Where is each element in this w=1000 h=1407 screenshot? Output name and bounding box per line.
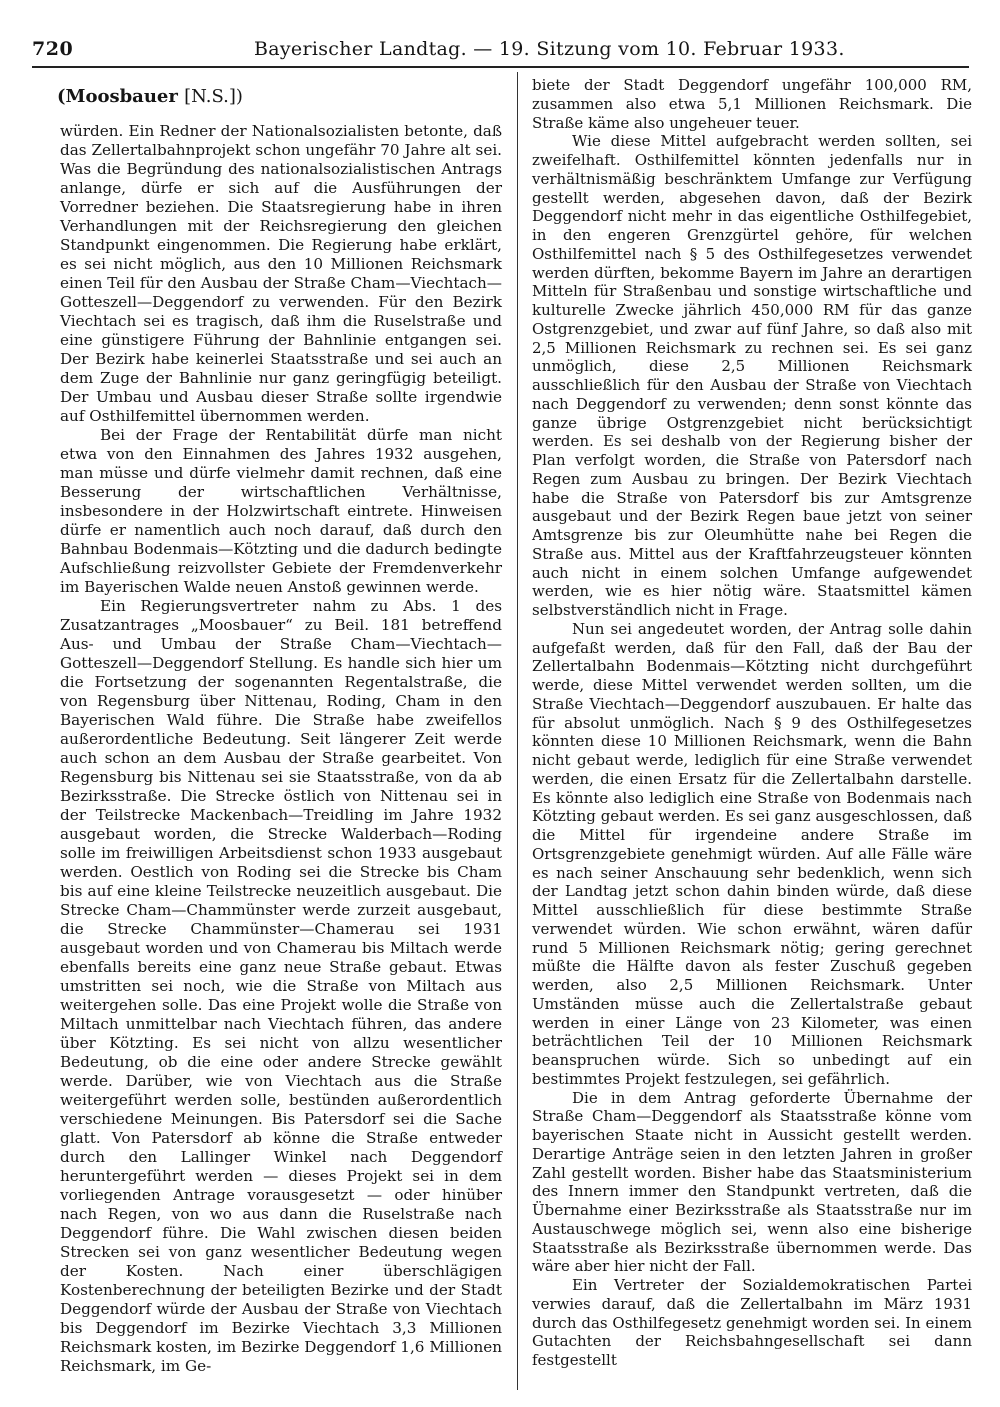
page-number: 720 [32,38,74,60]
speaker-name: (Moosbauer [57,86,178,107]
paragraph: Wie diese Mittel aufgebracht werden sollten, sei zweifelhaft. Osthilfemittel könnten jedenfalls nur in verhältnismäßig beschränktem Umfange zur Verfügung gestellt werden, abgesehen davon, daß der Bezirk Deggendorf nicht mehr in das eigentliche Osthilfegebiet, in den engeren Grenzgürtel gehöre, für welchen Osthilfemittel nach § 5 des Osthilfegesetzes verwendet werden dürften, bekomme Bayern im Jahre an derartigen Mitteln für Straßenbau und sonstige wirtschaftliche und kulturelle Zwecke jährlich 450,000 RM für das ganze Ostgrenzgebiet, und zwar auf fünf Jahre, so daß also mit 2,5 Millionen Reichsmark zu rechnen sei. Es sei ganz unmöglich, diese 2,5 Millionen Reichsmark ausschließlich für den Ausbau der Straße von Viechtach nach Deggendorf zu verwenden; denn sonst könnte das ganze übrige Ostgrenzgebiet nicht berücksichtigt werden. Es sei deshalb von der Regierung bisher der Plan verfolgt worden, die Straße von Patersdorf nach Regen zum Ausbau zu bringen. Der Bezirk Viechtach habe die Straße von Patersdorf bis zur Amtsgrenze ausgebaut und der Bezirk Regen baue jetzt von seiner Amtsgrenze bis zur Oleumhütte nahe bei Regen die Straße aus. Mittel aus der Kraftfahrzeugsteuer könnten auch nicht in einem solchen Umfange aufgewendet werden, wie es hier nötig wäre. Staatsmittel kämen selbstverständlich nicht in Frage. [532,132,972,619]
paragraph: Bei der Frage der Rentabilität dürfe man nicht etwa von den Einnahmen des Jahres 1932 ausgehen, man müsse und dürfe vielmehr damit rechnen, daß eine Besserung der wirtschaftlichen Verhältnisse, insbesondere in der Holzwirtschaft eintrete. Hinweisen dürfe er namentlich auch noch darauf, daß durch den Bahnbau Bodenmais—Kötzting und die dadurch bedingte Aufschließung reizvollster Gebiete der Fremdenverkehr im Bayerischen Walde neuen Anstoß gewinnen werde. [60,426,502,596]
paragraph: biete der Stadt Deggendorf ungefähr 100,000 RM, zusammen also etwa 5,1 Millionen Reichsmark. Die Straße käme also ungeheuer teuer. [532,76,972,132]
paragraph: Die in dem Antrag geforderte Übernahme der Straße Cham—Deggendorf als Staatsstraße könne vom bayerischen Staate nicht in Aussicht gestellt werden. Derartige Anträge seien in den letzten Jahren in großer Zahl gestellt worden. Bisher habe das Staatsministerium des Innern immer den Standpunkt vertreten, daß die Übernahme einer Bezirksstraße als Staatsstraße nur im Austauschwege möglich sei, wenn also eine bisherige Staatsstraße als Bezirksstraße übernommen werde. Das wäre aber hier nicht der Fall. [532,1088,972,1276]
column-divider [517,72,518,1390]
header-rule [32,66,969,68]
paragraph: Nun sei angedeutet worden, der Antrag solle dahin aufgefaßt werden, daß für den Fall, daß der Bau der Zellertalbahn Bodenmais—Kötzting nicht durchgeführt werde, diese Mittel verwendet werden sollten, um die Straße Viechtach—Deggendorf auszubauen. Er halte das für absolut unmöglich. Nach § 9 des Osthilfegesetzes könnten diese 10 Millionen Reichsmark, wenn die Bahn nicht gebaut werde, lediglich für eine Straße verwendet werden, die einen Ersatz für die Zellertalbahn darstelle. Es könnte also lediglich eine Straße von Bodenmais nach Kötzting gebaut werden. Es sei ganz ausgeschlossen, daß die Mittel für irgendeine andere Straße im Ortsgrenzgebiete genehmigt würden. Auf alle Fälle wäre es nach seiner Anschauung sehr bedenklich, wenn sich der Landtag jetzt schon dahin binden würde, daß diese Mittel ausschließlich für diese bestimmte Straße verwendet würden. Wie schon erwähnt, wären dafür rund 5 Millionen Reichsmark nötig; gering gerechnet müßte die Hälfte davon als fester Zuschuß gegeben werden, also 2,5 Millionen Reichsmark. Unter Umständen müsse auch die Zellertalstraße gebaut werden in einer Länge von 23 Kilometer, was einen beträchtlichen Teil der 10 Millionen Reichsmark beanspruchen würde. Sich so unbedingt auf ein bestimmtes Projekt festzulegen, sei gefährlich. [532,619,972,1088]
right-column [532,76,972,1370]
running-head [32,34,969,64]
speaker-party: [N.S.]) [184,86,243,107]
left-column [57,74,502,1376]
paragraph: würden. Ein Redner der Nationalsozialisten betonte, daß das Zellertalbahnprojekt schon ungefähr 70 Jahre alt sei. Was die Begründung des nationalsozialistischen Antrags anlange, dürfe er sich auf die Ausführungen der Vorredner beziehen. Die Staatsregierung habe in ihren Verhandlungen mit der Reichsregierung den gleichen Standpunkt eingenommen. Die Regierung habe erklärt, es sei nicht möglich, aus den 10 Millionen Reichsmark einen Teil für den Ausbau der Straße Cham—Viechtach—Gotteszell—Deggendorf zu verwenden. Für den Bezirk Viechtach sei es tragisch, daß ihm die Ruselstraße und eine günstigere Führung der Bahnlinie entgangen sei. Der Bezirk habe keinerlei Staatsstraße und sei auch an dem Zuge der Bahnlinie nur ganz geringfügig beteiligt. Der Umbau und Ausbau dieser Straße sollte irgendwie auf Osthilfemittel übernommen werden. [60,122,502,425]
paragraph: Ein Regierungsvertreter nahm zu Abs. 1 des Zusatzantrages „Moosbauer“ zu Beil. 181 betreffend Aus- und Umbau der Straße Cham—Viechtach—Gotteszell—Deggendorf Stellung. Es handle sich hier um die Fortsetzung der sogenannten Regentalstraße, die von Regensburg über Nittenau, Roding, Cham in den Bayerischen Wald führe. Die Straße habe zweifellos außerordentliche Bedeutung. Seit längerer Zeit werde auch schon an dem Ausbau der Straße gearbeitet. Von Regensburg bis Nittenau sei sie Staatsstraße, von da ab Bezirksstraße. Die Strecke östlich von Nittenau sei in der Teilstrecke Mackenbach—Treidling im Jahre 1932 ausgebaut worden, die Strecke Walderbach—Roding solle im freiwilligen Arbeitsdienst schon 1933 ausgebaut werden. Oestlich von Roding sei die Strecke bis Cham bis auf eine kleine Teilstrecke neuzeitlich ausgebaut. Die Strecke Cham—Chammünster werde zurzeit ausgebaut, die Strecke Chammünster—Chamerau sei 1931 ausgebaut worden und von Chamerau bis Miltach werde ebenfalls bereits eine ganz neue Straße gebaut. Etwas umstritten sei noch, wie die Straße von Miltach aus weitergehen solle. Das eine Projekt wolle die Straße von Miltach unmittelbar nach Viechtach führen, das andere über Kötzting. Es sei nicht von allzu wesentlicher Bedeutung, ob die eine oder andere Strecke gewählt werde. Darüber, wie von Viechtach aus die Straße weitergeführt werden solle, bestünden außerordentlich verschiedene Meinungen. Bis Patersdorf sei die Sache glatt. Von Patersdorf ab könne die Straße entweder durch den Lallinger Winkel nach Deggendorf heruntergeführt werden — dieses Projekt sei in dem vorliegenden Antrage vorausgesetzt — oder hinüber nach Regen, von wo aus dann die Ruselstraße nach Deggendorf führe. Die Wahl zwischen diesen beiden Strecken sei von ganz wesentlicher Bedeutung wegen der Kosten. Nach einer überschlägigen Kostenberechnung der beteiligten Bezirke und der Stadt Deggendorf würde der Ausbau der Straße von Viechtach bis Deggendorf im Bezirke Viechtach 3,3 Millionen Reichsmark kosten, im Bezirke Deggendorf 1,6 Millionen Reichsmark, im Ge- [60,597,502,1375]
paragraph: Ein Vertreter der Sozialdemokratischen Partei verwies darauf, daß die Zellertalbahn im März 1931 durch das Osthilfegesetz genehmigt worden sei. In einem Gutachten der Reichsbahngesellschaft sei dann festgestellt [532,1276,972,1369]
header-title: Bayerischer Landtag. — 19. Sitzung vom 10. Februar 1933. [254,38,845,60]
speaker-heading [57,86,502,108]
